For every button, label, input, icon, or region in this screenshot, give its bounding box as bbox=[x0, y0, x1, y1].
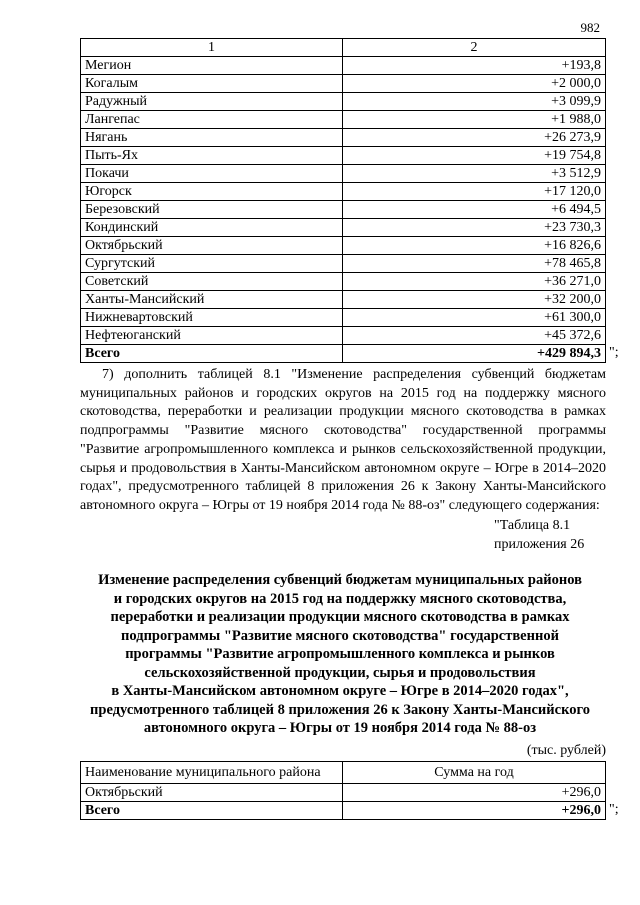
table-row bbox=[81, 111, 606, 129]
total-row bbox=[81, 802, 606, 820]
title-line: автономного округа – Югры от 19 ноября 2014 года № 88-оз bbox=[143, 720, 537, 736]
column-header: Наименование муниципального района bbox=[81, 762, 343, 784]
page-number: 982 bbox=[580, 20, 600, 35]
table-row bbox=[81, 75, 606, 93]
total-amount: +296,0 bbox=[343, 802, 606, 820]
amount: +2 000,0 bbox=[343, 75, 606, 93]
title-line: программы "Развитие агропромышленного комплекса и рынков bbox=[125, 646, 555, 662]
table-row bbox=[81, 219, 606, 237]
table-row bbox=[81, 201, 606, 219]
table-header-row bbox=[81, 39, 606, 57]
amount: +19 754,8 bbox=[343, 147, 606, 165]
amount: +45 372,6 bbox=[343, 327, 606, 345]
table-row bbox=[81, 255, 606, 273]
table-caption-line1: "Таблица 8.1 bbox=[494, 518, 571, 533]
table-row bbox=[81, 237, 606, 255]
table-row bbox=[81, 129, 606, 147]
district-name: Радужный bbox=[81, 93, 343, 111]
district-name: Когалым bbox=[81, 75, 343, 93]
subvention-table bbox=[80, 38, 606, 363]
amount: +26 273,9 bbox=[343, 129, 606, 147]
table-header-row bbox=[81, 762, 606, 784]
amount: +3 512,9 bbox=[343, 165, 606, 183]
title-line: Изменение распределения субвенций бюджетам муниципальных районов bbox=[98, 572, 582, 588]
district-name: Югорск bbox=[81, 183, 343, 201]
column-header: 1 bbox=[81, 39, 343, 57]
table-caption-line2: приложения 26 bbox=[494, 537, 585, 552]
amount: +32 200,0 bbox=[343, 291, 606, 309]
district-name: Советский bbox=[81, 273, 343, 291]
table-row bbox=[81, 327, 606, 345]
paragraph-text: 7) дополнить таблицей 8.1 "Изменение распределения субвенций бюджетам муниципальных районов и городских округов на 2015 год на поддержку мясного скотоводства, переработки и реализации продукции мясного скотоводства в рамках подпрограммы "Развитие мясного скотоводства" государственной программы "Развитие агропромышленного комплекса и рынков сельскохозяйственной продукции, сырья и продовольствия в Ханты-Мансийском автономном округе – Югре в 2014–2020 годах", предусмотренного таблицей 8 приложения 26 к Закону Ханты-Мансийского автономного округа – Югры от 19 ноября 2014 года № 88-оз" следующего содержания: bbox=[80, 367, 606, 513]
amount: +1 988,0 bbox=[343, 111, 606, 129]
amount: +296,0 bbox=[343, 784, 606, 802]
title-line: и городских округов на 2015 год на поддержку мясного скотоводства, bbox=[113, 590, 567, 607]
district-name: Сургутский bbox=[81, 255, 343, 273]
units-label: (тыс. рублей) bbox=[526, 743, 606, 758]
table-row bbox=[81, 291, 606, 309]
district-name: Нефтеюганский bbox=[81, 327, 343, 345]
table-row bbox=[81, 147, 606, 165]
table-row bbox=[81, 273, 606, 291]
district-subvention-table bbox=[80, 761, 606, 820]
table-row bbox=[81, 784, 606, 802]
column-header: Сумма на год bbox=[343, 762, 606, 784]
amount: +6 494,5 bbox=[343, 201, 606, 219]
title-line: сельскохозяйственной продукции, сырья и продовольствия bbox=[144, 664, 536, 681]
amount: +193,8 bbox=[343, 57, 606, 75]
title-line: предусмотренного таблицей 8 приложения 26 к Закону Ханты-Мансийского bbox=[90, 701, 590, 718]
total-row bbox=[81, 345, 606, 363]
title-line: переработки и реализации продукции мясного скотоводства в рамках bbox=[110, 609, 570, 625]
district-name: Октябрьский bbox=[81, 237, 343, 255]
table-row bbox=[81, 93, 606, 111]
table-title bbox=[60, 571, 620, 738]
district-name: Кондинский bbox=[81, 219, 343, 237]
district-name: Березовский bbox=[81, 201, 343, 219]
amount: +78 465,8 bbox=[343, 255, 606, 273]
district-name: Нягань bbox=[81, 129, 343, 147]
title-line: в Ханты-Мансийском автономном округе – Югре в 2014–2020 годах", bbox=[111, 683, 569, 699]
closing-quote: "; bbox=[609, 802, 619, 817]
closing-quote: "; bbox=[609, 345, 619, 360]
district-name: Покачи bbox=[81, 165, 343, 183]
amendment-paragraph bbox=[80, 366, 606, 516]
title-line: подпрограммы "Развитие мясного скотоводства" государственной bbox=[121, 627, 559, 644]
district-name: Мегион bbox=[81, 57, 343, 75]
amount: +36 271,0 bbox=[343, 273, 606, 291]
total-label: Всего bbox=[81, 802, 343, 820]
district-name: Нижневартовский bbox=[81, 309, 343, 327]
table-row bbox=[81, 309, 606, 327]
amount: +3 099,9 bbox=[343, 93, 606, 111]
column-header: 2 bbox=[343, 39, 606, 57]
district-name: Октябрьский bbox=[81, 784, 343, 802]
total-label: Всего bbox=[81, 345, 343, 363]
table-row bbox=[81, 57, 606, 75]
table-row bbox=[81, 165, 606, 183]
amount: +17 120,0 bbox=[343, 183, 606, 201]
table-row bbox=[81, 183, 606, 201]
amount: +61 300,0 bbox=[343, 309, 606, 327]
amount: +23 730,3 bbox=[343, 219, 606, 237]
amount: +16 826,6 bbox=[343, 237, 606, 255]
district-name: Пыть-Ях bbox=[81, 147, 343, 165]
total-amount: +429 894,3 bbox=[343, 345, 606, 363]
district-name: Ханты-Мансийский bbox=[81, 291, 343, 309]
district-name: Лангепас bbox=[81, 111, 343, 129]
